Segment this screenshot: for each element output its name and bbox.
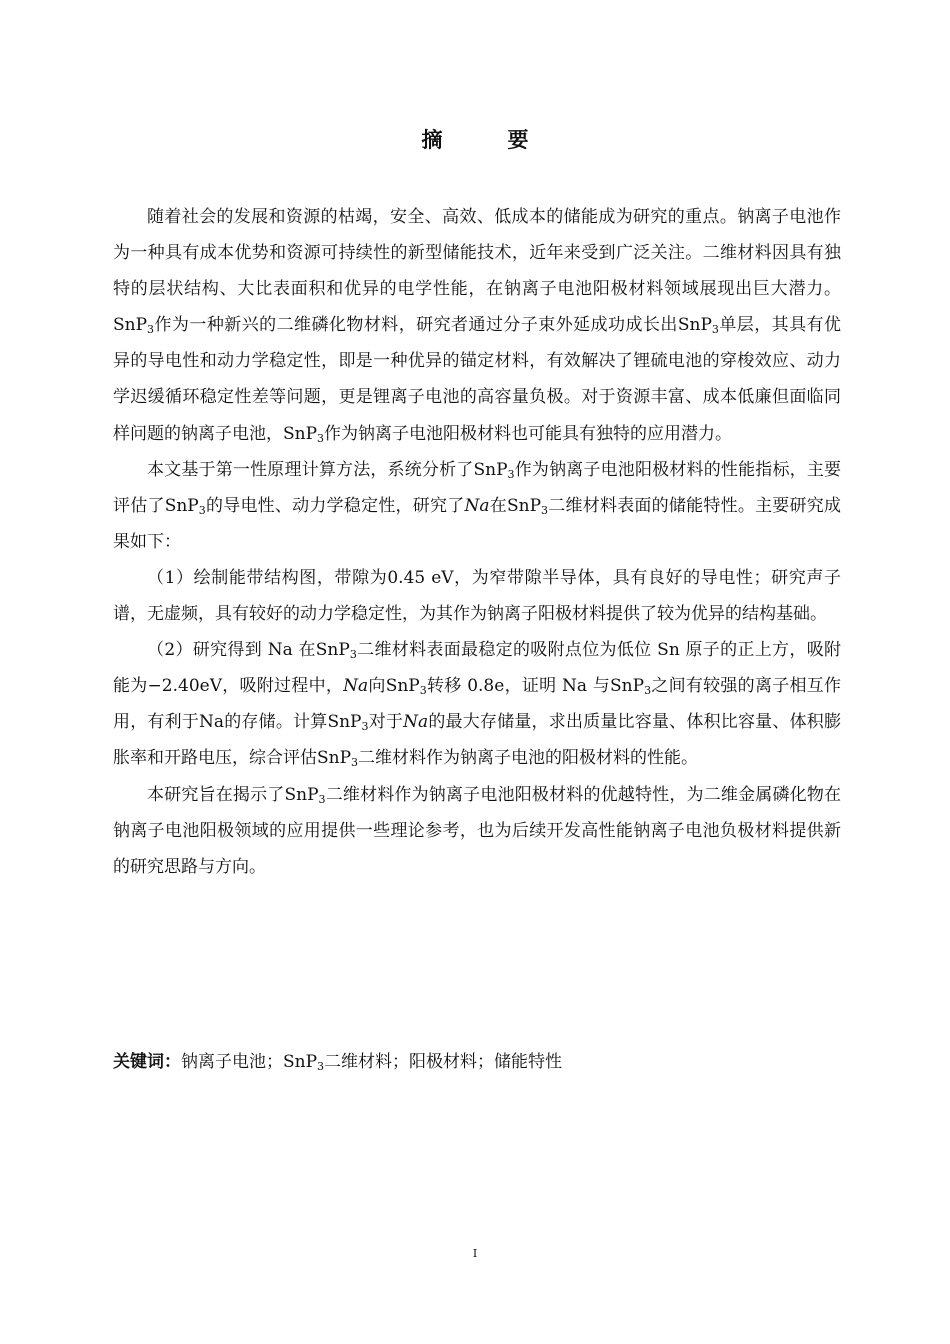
paragraph-conclusion — [113, 777, 841, 885]
text-run: 作为钠离子电池阳极材料的性能指标，主要评估了 — [113, 459, 842, 516]
page-title: 摘 要 — [421, 128, 551, 152]
text-run: 二维材料表面的储能特性。主要研究成果如下： — [113, 495, 842, 552]
italic-term: Na — [464, 495, 490, 516]
text-run: SnP — [317, 748, 352, 769]
keywords-line — [113, 1044, 841, 1080]
text-run: 随着社会的发展和资源的枯竭，安全、高效、低成本的储能成为研究的重点。钠离子电池作为一种具有成本优势和资源可持续性的新型储能技术，近年来受到广泛关注。二维材料因具有独特的层状结构、大比表面积和优异的电学性能，在钠离子电池阳极材料领域展现出巨大潜力。 — [113, 207, 841, 300]
paragraph-method — [113, 452, 841, 560]
text-run: SnP — [283, 1052, 318, 1072]
text-run: 二维材料作为钠离子电池阳极材料的优越特性，为二维金属磷化物在钠离子电池阳极领域的应用提供一些理论参考，也为后续开发高性能钠离子电池负极材料提供新的研究思路与方向。 — [113, 784, 842, 877]
subscript: 3 — [644, 684, 652, 698]
text-run: 二维材料表面最稳定的吸附点位为低位 Sn 原子的正上方，吸附能为−2.40eV，吸附过程中， — [113, 640, 842, 697]
text-run: SnP — [473, 459, 508, 480]
italic-term: Na — [403, 712, 429, 733]
text-run: 转移 0.8e，证明 Na 与 — [426, 676, 611, 697]
text-run: （1）绘制能带结构图，带隙为0.45 eV，为窄带隙半导体，具有良好的导电性；研究声子谱，无虚频，具有较好的动力学稳定性，为其作为钠离子阳极材料提供了较为优异的结构基础。 — [113, 567, 841, 625]
text-run: SnP — [164, 495, 199, 516]
text-run: SnP — [327, 712, 362, 733]
subscript: 3 — [351, 756, 359, 770]
subscript: 3 — [541, 503, 549, 517]
text-run: SnP — [315, 640, 350, 661]
text-run: 对于 — [368, 712, 404, 733]
text-run: SnP — [284, 784, 319, 805]
subscript: 3 — [711, 323, 719, 337]
page-number: I — [472, 1247, 478, 1260]
text-run: 向 — [368, 676, 386, 697]
text-run: （2）研究得到 Na 在 — [147, 640, 316, 661]
text-run: SnP — [283, 423, 318, 444]
abstract-body — [113, 199, 841, 885]
text-run: 作为钠离子电池阳极材料也可能具有独特的应用潜力。 — [324, 423, 733, 444]
text-run: 二维材料；阳极材料；储能特性 — [324, 1052, 563, 1072]
text-run: 二维材料作为钠离子电池的阳极材料的性能。 — [358, 748, 699, 769]
text-run: 的导电性、动力学稳定性，研究了 — [205, 495, 465, 516]
subscript: 3 — [507, 467, 515, 481]
subscript: 3 — [198, 503, 206, 517]
text-run: 作为一种新兴的二维磷化物材料，研究者通过分子束外延成功成长出 — [154, 315, 678, 336]
text-run: 的最大存储量，求出质量比容量、体积比容量、体积膨胀率和开路电压，综合评估 — [113, 712, 841, 769]
keywords-list — [181, 1052, 562, 1072]
paragraph-result-1 — [113, 560, 841, 632]
text-run: 单层，其具有优异的导电性和动力学稳定性，即是一种优异的锚定材料，有效解决了锂硫电池的穿梭效应、动力学迟缓循环稳定性差等问题，更是锂离子电池的高容量负极。对于资源丰富、成本低廉但面临同样问题的钠离子电池， — [113, 315, 842, 444]
text-run: 在 — [489, 495, 507, 516]
subscript: 3 — [317, 1060, 325, 1073]
paragraph-intro — [113, 199, 841, 452]
text-run: 本研究旨在揭示了 — [147, 784, 285, 805]
text-run: 本文基于第一性原理计算方法，系统分析了 — [147, 459, 474, 480]
italic-term: Na — [343, 676, 369, 697]
text-run: 之间有较强的离子相互作用，有利于Na的存储。计算 — [113, 676, 842, 733]
text-run: SnP — [113, 315, 148, 336]
subscript: 3 — [361, 720, 369, 734]
text-run: SnP — [610, 676, 645, 697]
subscript: 3 — [349, 648, 357, 662]
keywords-label: 关键词： — [113, 1052, 181, 1072]
paragraph-result-2 — [113, 632, 841, 776]
subscript: 3 — [419, 684, 427, 698]
text-run: SnP — [385, 676, 420, 697]
text-run: SnP — [506, 495, 542, 516]
subscript: 3 — [317, 431, 325, 445]
subscript: 3 — [318, 792, 326, 806]
subscript: 3 — [147, 323, 155, 337]
text-run: 钠离子电池； — [181, 1052, 283, 1072]
text-run: SnP — [677, 315, 712, 336]
